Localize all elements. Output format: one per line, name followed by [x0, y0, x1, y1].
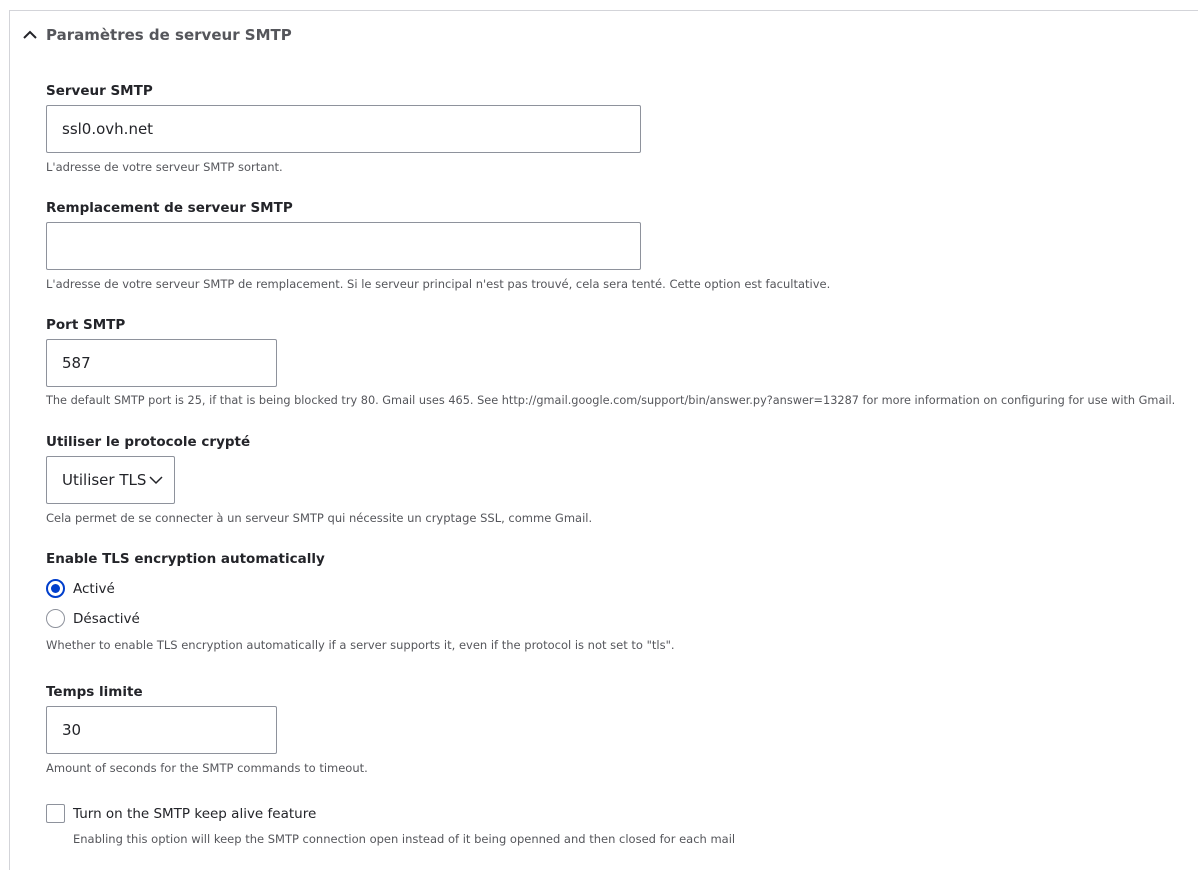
keepalive-checkbox[interactable]: [46, 804, 65, 823]
radio-label-on: Activé: [73, 580, 115, 597]
timeout-label: Temps limite: [46, 684, 143, 700]
radio-button-on[interactable]: [46, 579, 65, 598]
autotls-option-on[interactable]: [46, 579, 115, 598]
keepalive-option[interactable]: [46, 804, 316, 823]
smtp-backup-input[interactable]: [46, 222, 641, 270]
timeout-input[interactable]: 30: [46, 706, 277, 754]
protocol-select[interactable]: [46, 456, 175, 504]
radio-button-off[interactable]: [46, 609, 65, 628]
autotls-description: Whether to enable TLS encryption automatically if a server supports it, even if the protocol is not set to "tls".: [46, 638, 675, 652]
smtp-port-description: The default SMTP port is 25, if that is being blocked try 80. Gmail uses 465. See http://gmail.google.com/support/bin/answer.py?answer=13287 for more information on configuring for use with Gmail.: [46, 394, 1176, 407]
smtp-port-label: Port SMTP: [46, 317, 126, 333]
autotls-option-off[interactable]: [46, 609, 140, 628]
smtp-port-input[interactable]: 587: [46, 339, 277, 387]
timeout-description: Amount of seconds for the SMTP commands to timeout.: [46, 761, 368, 775]
smtp-server-input[interactable]: ssl0.ovh.net: [46, 105, 641, 153]
section-toggle[interactable]: [22, 22, 292, 48]
protocol-label: Utiliser le protocole crypté: [46, 434, 251, 450]
chevron-down-icon: [149, 475, 163, 485]
keepalive-label: Turn on the SMTP keep alive feature: [73, 805, 317, 822]
smtp-backup-label: Remplacement de serveur SMTP: [46, 200, 293, 216]
keepalive-description: Enabling this option will keep the SMTP connection open instead of it being openned and then closed for each mail: [73, 832, 736, 846]
protocol-selected-value: Utiliser TLS: [62, 471, 147, 489]
protocol-description: Cela permet de se connecter à un serveur SMTP qui nécessite un cryptage SSL, comme Gmail.: [46, 511, 593, 525]
chevron-up-icon: [22, 27, 38, 43]
section-title: Paramètres de serveur SMTP: [46, 26, 292, 44]
smtp-backup-description: L'adresse de votre serveur SMTP de remplacement. Si le serveur principal n'est pas trouvé, cela sera tenté. Cette option est facultative.: [46, 277, 831, 291]
smtp-server-label: Serveur SMTP: [46, 83, 153, 99]
autotls-label: Enable TLS encryption automatically: [46, 551, 325, 567]
radio-label-off: Désactivé: [73, 610, 140, 627]
smtp-server-description: L'adresse de votre serveur SMTP sortant.: [46, 160, 283, 174]
